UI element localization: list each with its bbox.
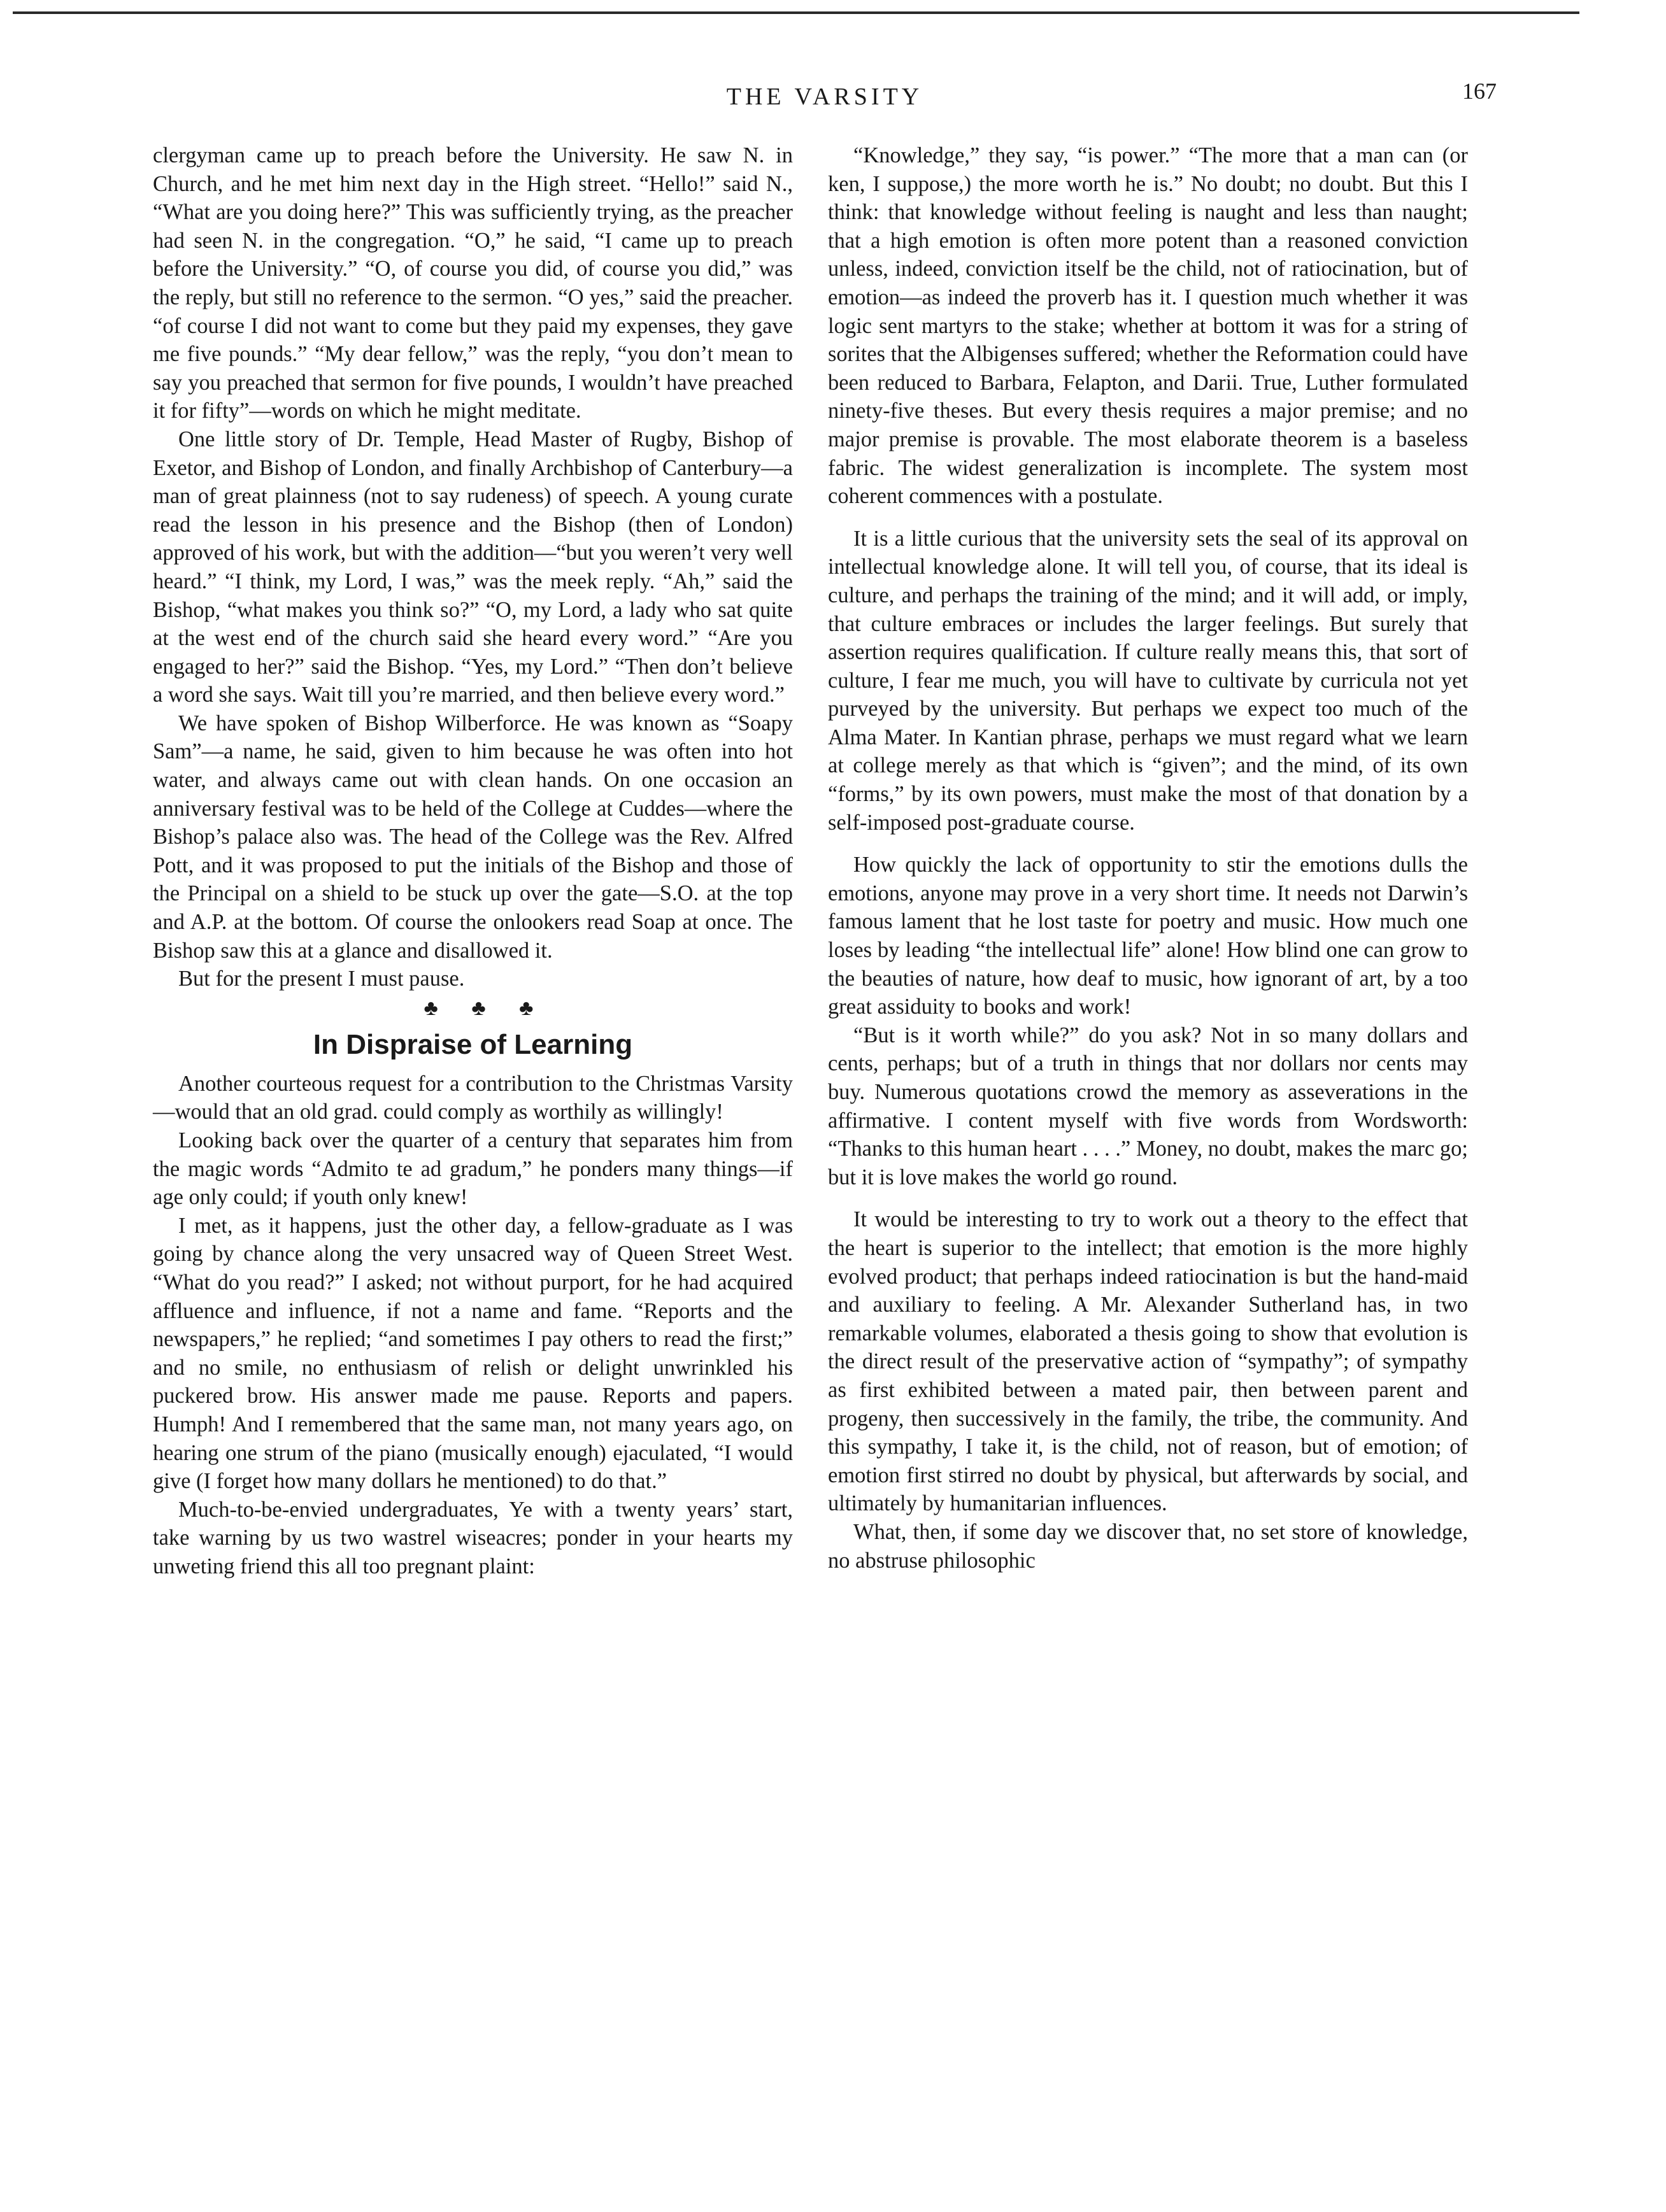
paragraph: Looking back over the quarter of a century that separates him from the magic words “Admito te ad gradum,” he ponders many things—if age only could; if youth only knew! <box>153 1128 793 1210</box>
paragraph: It would be interesting to try to work out a theory to the effect that the heart is superior to the intellect; that emotion is the more highly evolved product; that perhaps indeed ratiocination is but the hand-maid and auxiliary to feeling. A Mr. Alexander Sutherland has, in two remarkable volumes, elaborated a thesis going to show that evolution is the direct result of the preservative action of “sympathy”; of sympathy as first exhibited between a mated pair, then between parent and progeny, then successively in the family, the tribe, the community. And this sympathy, I take it, is the child, not of reason, but of emotion; of emotion first stirred no doubt by physical, but afterwards by social, and ultimately by humanitarian influences. <box>828 1207 1468 1516</box>
paragraph: But for the present I must pause. <box>178 967 465 991</box>
paragraph: Another courteous request for a contribution to the Christmas Varsity—would that an old grad. could comply as worthily as willingly! <box>153 1071 793 1124</box>
paragraph: “Knowledge,” they say, “is power.” “The more that a man can (or ken, I suppose,) the more worth he is.” No doubt; no doubt. But this I think: that knowledge without feeling is naught and less than naught; that a high emotion is often more potent than a reasoned conviction unless, indeed, conviction itself be the child, not of ratiocination, but of emotion—as indeed the proverb has it. I question much whether it was logic sent martyrs to the stake; whether at bottom it was for a string of sorites that the Albigenses suffered; whether the Reformation could have been reduced to Barbara, Felapton, and Darii. True, Luther formulated ninety-five theses. But every thesis requires a major premise; and no major premise is provable. The most elaborate theorem is a baseless fabric. The widest generalization is incomplete. The system most coherent commences with a postulate. <box>828 143 1468 509</box>
right-column <box>828 141 1468 1575</box>
left-column <box>153 141 793 1581</box>
paragraph: We have spoken of Bishop Wilberforce. He was known as “Soapy Sam”—a name, he said, given to him because he was often into hot water, and always came out with clean hands. On one occasion an anniversary festival was to be held of the College at Cuddes—where the Bishop’s palace also was. The head of the College was the Rev. Alfred Pott, and it was proposed to put the initials of the Bishop and those of the Principal on a shield to be stuck up over the gate—S.O. at the top and A.P. at the bottom. Of course the onlookers read Soap at once. The Bishop saw this at a glance and disallowed it. <box>153 711 793 963</box>
section-ornament: ♣ ♣ ♣ <box>424 996 548 1020</box>
top-rule <box>13 11 1579 14</box>
paragraph: It is a little curious that the university sets the seal of its approval on intellectual knowledge alone. It will tell you, of course, that its ideal is culture, and perhaps the training of the mind; and it will add, or imply, that culture embraces or includes the larger feelings. But surely that assertion requires qualification. If culture really means this, that sort of culture, I fear me much, you will have to cultivate by curricula not yet purveyed by the university. But perhaps we expect too much of the Alma Mater. In Kantian phrase, perhaps we must regard what we learn at college merely as that which is “given”; and the mind, of its own “forms,” by its own powers, must make the most of that donation by a self-imposed post-graduate course. <box>828 526 1468 835</box>
paragraph: “But is it worth while?” do you ask? Not in so many dollars and cents, perhaps; but of a truth in things that nor dollars nor cents may buy. Numerous quotations crowd the memory as asseverations in the affirmative. I content myself with five words from Wordsworth: “Thanks to this human heart . . . .” Money, no doubt, makes the marc go; but it is love makes the world go round. <box>828 1023 1468 1189</box>
running-title: THE VARSITY <box>726 83 923 110</box>
paragraph: I met, as it happens, just the other day, a fellow-graduate as I was going by chance along the very unsacred way of Queen Street West. “What do you read?” I asked; not without purport, for he had acquired affluence and influence, if not a name and fame. “Reports and the newspapers,” he replied; “and sometimes I pay others to read the first;” and no smile, no enthusiasm of relish or delight unwrinkled his puckered brow. His answer made me pause. Reports and papers. Humph! And I remembered that the same man, not many years ago, on hearing one strum of the piano (musically enough) ejaculated, “I would give (I forget how many dollars he mentioned) to do that.” <box>153 1213 793 1494</box>
paragraph: Much-to-be-envied undergraduates, Ye with a twenty years’ start, take warning by us two wastrel wiseacres; ponder in your hearts my unweting friend this all too pregnant plaint: <box>153 1497 793 1578</box>
paragraph: One little story of Dr. Temple, Head Master of Rugby, Bishop of Exetor, and Bishop of London, and finally Archbishop of Canterbury—a man of great plainness (not to say rudeness) of speech. A young curate read the lesson in his presence and the Bishop (then of London) approved of his work, but with the addition—“but you weren’t very well heard.” “I think, my Lord, I was,” was the meek reply. “Ah,” said the Bishop, “what makes you think so?” “O, my Lord, a lady who sat quite at the west end of the church said she heard every word.” “Are you engaged to her?” said the Bishop. “Yes, my Lord.” “Then don’t believe a word she says. Wait till you’re married, and then believe every word.” <box>153 427 793 707</box>
page-header <box>153 78 1497 121</box>
article-title: In Dispraise of Learning <box>313 1028 633 1060</box>
paragraph: How quickly the lack of opportunity to stir the emotions dulls the emotions, anyone may prove in a very short time. It needs not Darwin’s famous lament that he lost taste for poetry and music. How much one loses by leading “the intellectual life” alone! How blind one can grow to the beauties of nature, how deaf to music, how ignorant of art, by a too great assiduity to books and work! <box>828 853 1468 1019</box>
paragraph: clergyman came up to preach before the University. He saw N. in Church, and he met him next day in the High street. “Hello!” said N., “What are you doing here?” This was sufficiently trying, as the preacher had seen N. in the congregation. “O,” he said, “I came up to preach before the University.” “O, of course you did, of course you did,” was the reply, but still no reference to the sermon. “O yes,” said the preacher. “of course I did not want to come but they paid my expenses, they gave me five pounds.” “My dear fellow,” was the reply, “you don’t mean to say you preached that sermon for five pounds, I wouldn’t have preached it for fifty”—words on which he might meditate. <box>153 143 793 423</box>
page-number: 167 <box>1462 78 1497 104</box>
paragraph: What, then, if some day we discover that, no set store of knowledge, no abstruse philosophic <box>828 1519 1468 1573</box>
